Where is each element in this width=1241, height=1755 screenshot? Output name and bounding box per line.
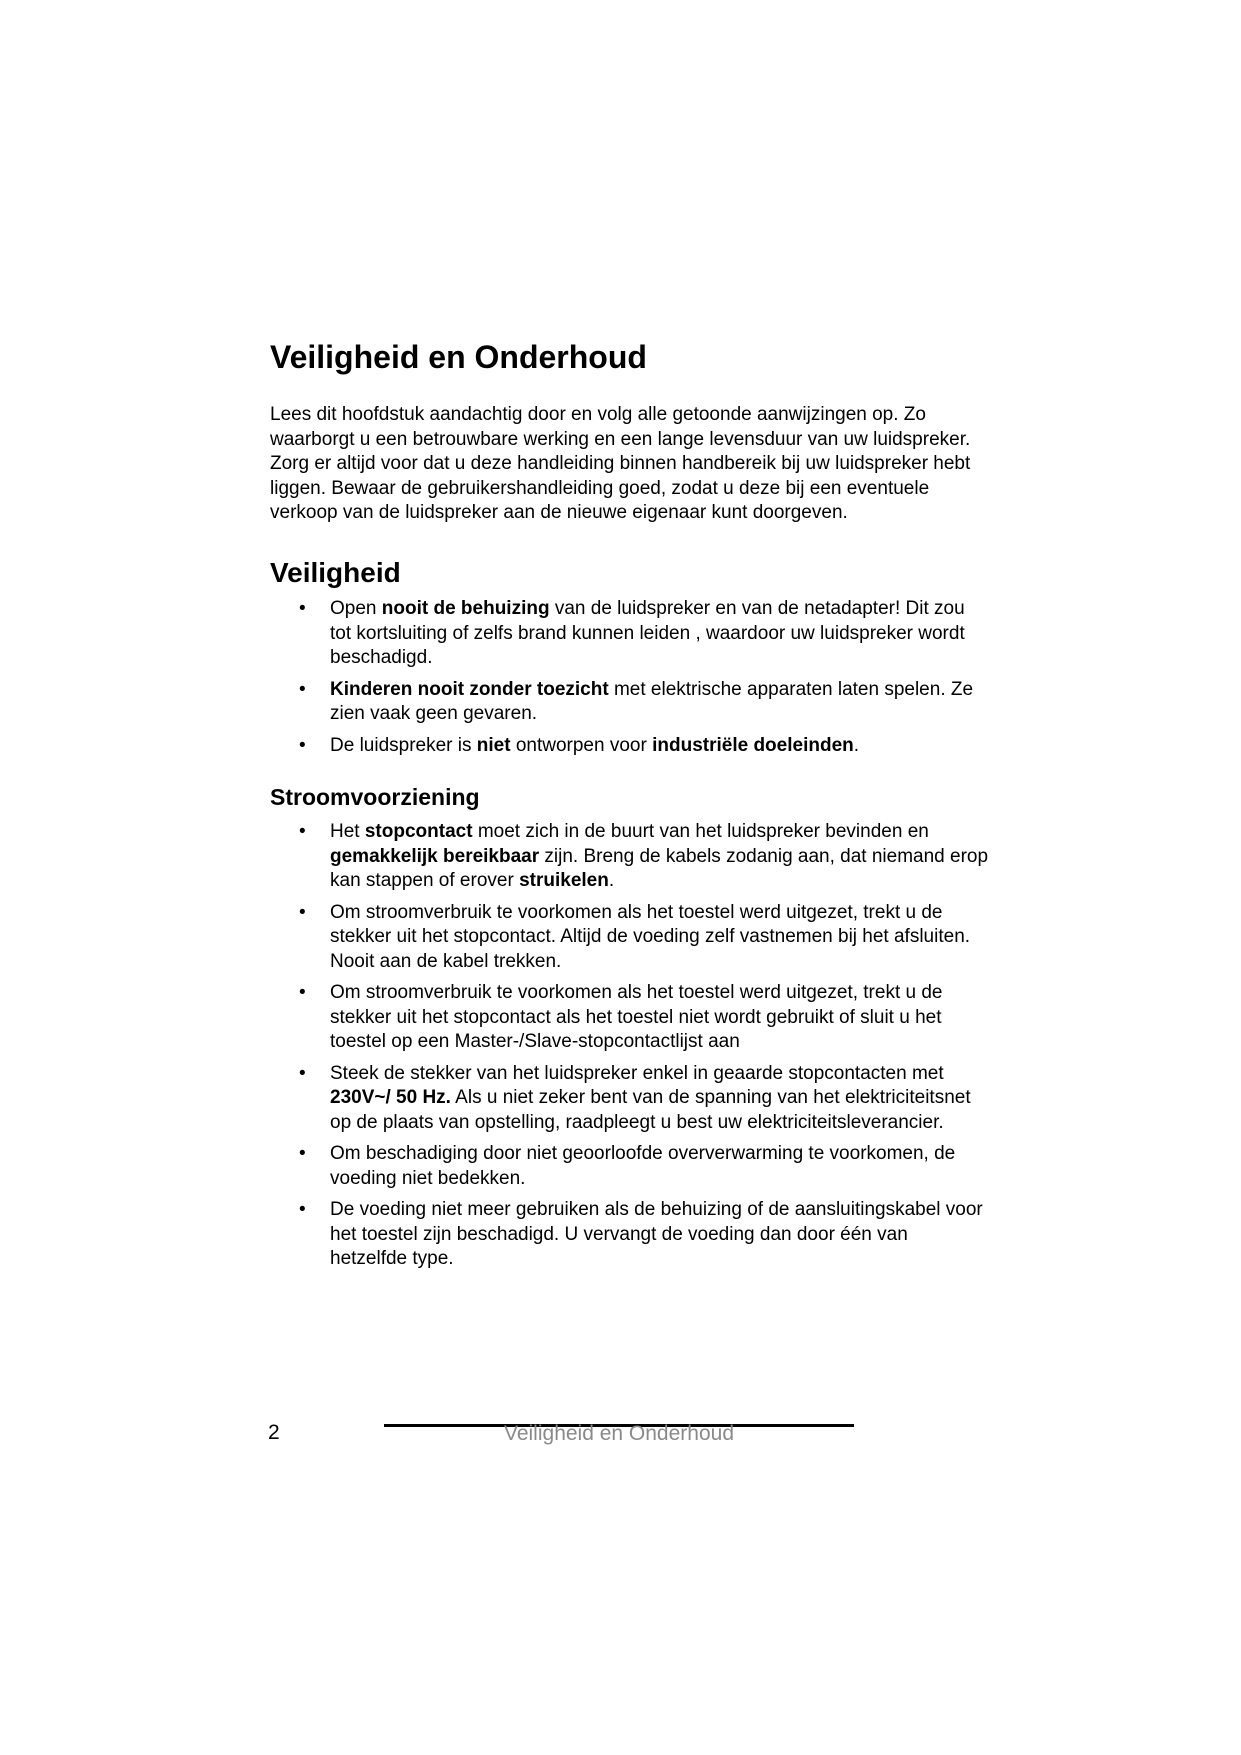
list-item — [270, 597, 990, 671]
bullet-icon: • — [299, 901, 306, 923]
list-item — [270, 678, 990, 727]
text-segment: De luidspreker is — [330, 734, 477, 756]
section-heading-stroomvoorziening: Stroomvoorziening — [270, 784, 480, 811]
bold-text: industriële doeleinden — [652, 734, 854, 756]
text-segment: . — [608, 870, 615, 892]
text-segment: Om stroomverbruik te voorkomen als het toestel werd uitgezet, trekt u de stekker uit het stopcontact als het toestel niet wordt gebruikt of sluit u het toestel op een Master-/Slave-stopcontactlijst aan — [330, 982, 943, 1053]
text-segment: ontworpen voor — [510, 734, 653, 756]
text-segment: moet zich in de buurt van het luidspreker bevinden en — [472, 821, 929, 843]
text-segment: De voeding niet meer gebruiken als de behuizing of de aansluitingskabel voor het toestel zijn beschadigd. U vervangt de voeding dan door één van hetzelfde type. — [330, 1199, 983, 1270]
text-segment: Om beschadiging door niet geoorloofde oververwarming te voorkomen, de voeding niet bedekken. — [330, 1143, 956, 1189]
text-segment: Steek de stekker van het luidspreker enkel in geaarde stopcontacten met — [330, 1062, 944, 1084]
list-item — [270, 901, 990, 975]
text-segment: Als u niet zeker bent van de spanning van het elektriciteitsnet op de plaats van opstelling, raadpleegt u best uw elektriciteitsleverancier. — [330, 1087, 971, 1133]
bold-text: nooit de behuizing — [381, 598, 550, 620]
bold-text: 230V~/ 50 Hz. — [330, 1087, 451, 1109]
bullet-icon: • — [299, 1143, 306, 1165]
text-segment: zijn. Breng de kabels zodanig aan, dat niemand erop kan stappen of erover — [330, 845, 989, 892]
bullet-icon: • — [299, 821, 306, 843]
text-segment: Het — [330, 821, 365, 843]
bold-text: stopcontact — [364, 821, 473, 843]
page-number: 2 — [268, 1421, 280, 1444]
text-segment: van de luidspreker en van de netadapter! Dit zou tot kortsluiting of zelfs brand kunnen leiden , waardoor uw luidspreker wordt beschadigd. — [330, 598, 965, 669]
text-segment: Open — [330, 598, 382, 620]
page-title: Veiligheid en Onderhoud — [270, 339, 647, 375]
list-item — [270, 981, 990, 1055]
list-item — [270, 1062, 990, 1136]
bullet-icon: • — [299, 982, 306, 1004]
bullet-icon: • — [299, 1062, 306, 1084]
bold-text: struikelen — [519, 870, 609, 892]
list-item — [270, 1198, 990, 1272]
bullet-list-veiligheid — [270, 597, 990, 758]
text-segment: . — [853, 734, 860, 756]
text-segment: met elektrische apparaten laten spelen. Ze zien vaak geen gevaren. — [330, 678, 974, 725]
bullet-icon: • — [299, 734, 306, 756]
bold-text: niet — [476, 734, 511, 756]
footer-title: Veiligheid en Onderhoud — [503, 1422, 734, 1445]
bold-text: gemakkelijk bereikbaar — [330, 845, 540, 867]
bold-text: Kinderen nooit zonder toezicht — [330, 678, 609, 700]
bullet-icon: • — [299, 1199, 306, 1221]
section-heading-veiligheid: Veiligheid — [270, 556, 401, 588]
bullet-icon: • — [299, 678, 306, 700]
text-segment: Om stroomverbruik te voorkomen als het toestel werd uitgezet, trekt u de stekker uit het stopcontact. Altijd de voeding zelf vastnemen bij het afsluiten. Nooit aan de kabel trekken. — [330, 901, 971, 972]
intro-paragraph: Lees dit hoofdstuk aandachtig door en volg alle getoonde aanwijzingen op. Zo waarborgt u een betrouwbare werking en een lange levensduur van uw luidspreker. Zorg er altijd voor dat u deze handleiding binnen handbereik bij uw luidspreker hebt liggen. Bewaar de gebruikershandleiding goed, zodat u deze bij een eventuele verkoop van de luidspreker aan de nieuwe eigenaar kunt doorgeven. — [270, 404, 971, 524]
page-content — [270, 338, 990, 1279]
bullet-list-stroomvoorziening — [270, 820, 990, 1272]
list-item — [270, 734, 990, 759]
list-item — [270, 1142, 990, 1191]
bullet-icon: • — [299, 598, 306, 620]
list-item — [270, 820, 990, 894]
